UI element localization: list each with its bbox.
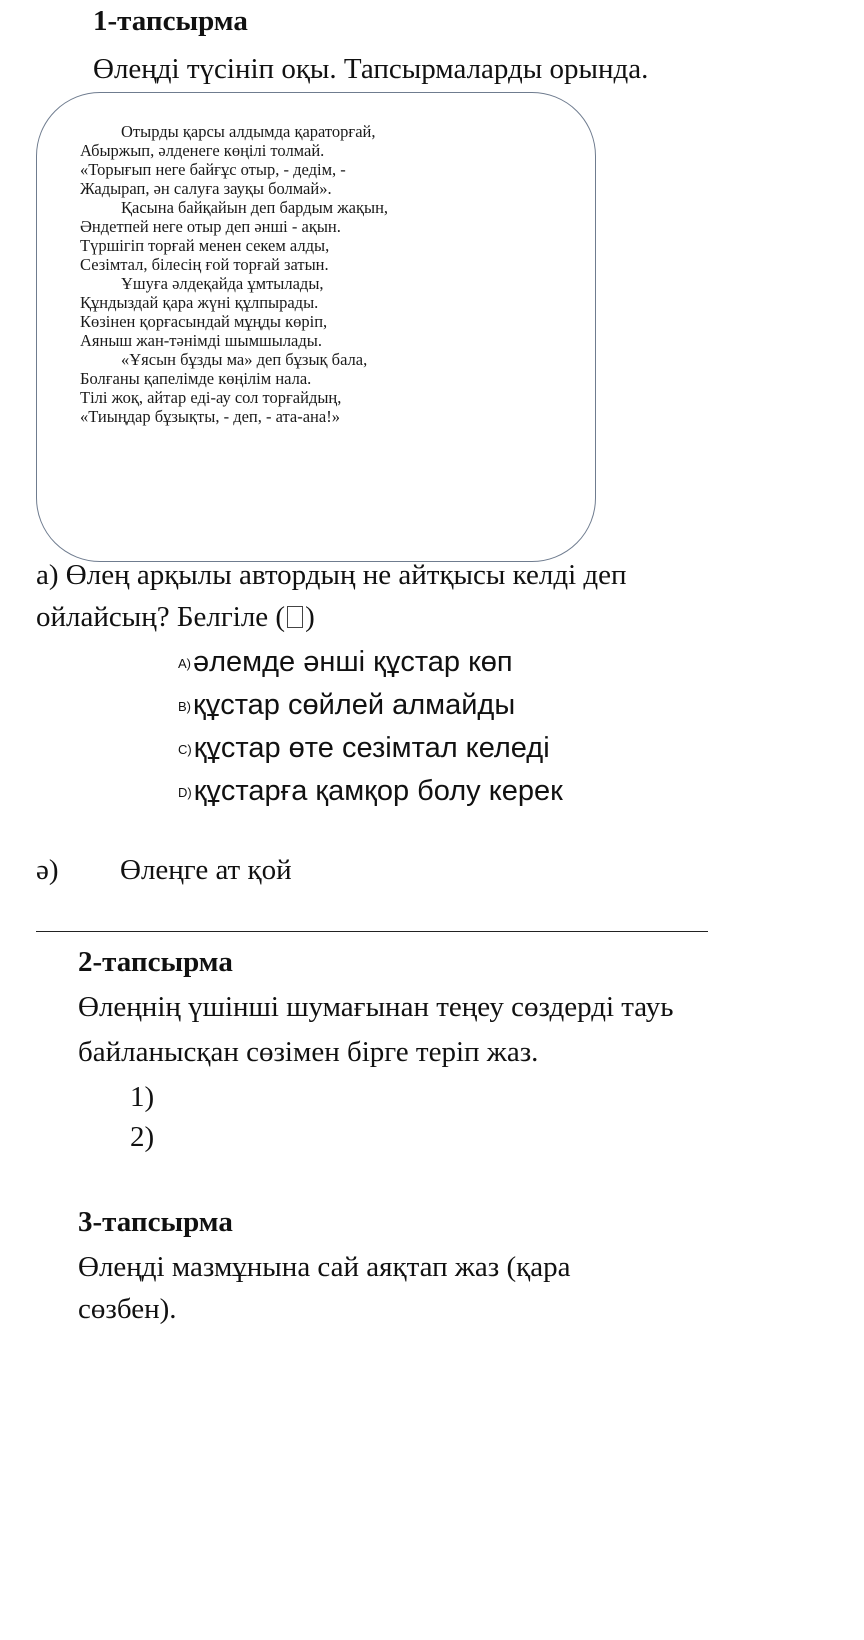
task2-line2: байланысқан сөзімен бірге теріп жаз. <box>78 1036 539 1068</box>
question-a-close-paren: ) <box>305 601 315 633</box>
poem-line: Аяныш жан-тәнімді шымшылады. <box>80 331 322 350</box>
poem-line: Жадырап, ән салуға зауқы болмай». <box>80 179 332 198</box>
option-b[interactable] <box>178 688 515 724</box>
option-text: құстар өте сезімтал келеді <box>193 732 550 764</box>
poem-text <box>80 122 388 426</box>
task3-line1: Өлеңді мазмұнына сай аяқтап жаз (қара <box>78 1251 571 1283</box>
poem-line: Көзінен қорғасындай мұңды көріп, <box>80 312 328 331</box>
task3-title: 3-тапсырма <box>78 1206 233 1238</box>
poem-line: Түршігіп торғай менен секем алды, <box>80 236 330 255</box>
question-a-line2 <box>36 600 315 634</box>
option-text: құстарға қамқор болу керек <box>193 775 563 807</box>
poem-line: Қасына байқайын деп бардым жақын, <box>121 198 389 217</box>
poem-line: Сезімтал, білесің ғой торғай затын. <box>80 255 329 274</box>
poem-line: Тілі жоқ, айтар еді-ау сол торғайдың, <box>80 388 342 407</box>
task2-item-2: 2) <box>130 1121 155 1153</box>
question-a-prompt: ойлайсың? Белгіле ( <box>36 601 286 633</box>
question-ae-label: ә) <box>36 854 59 886</box>
answer-line[interactable] <box>36 931 708 932</box>
checkbox-icon <box>287 606 303 628</box>
task1-instruction: Өлеңді түсініп оқы. Тапсырмаларды орында. <box>93 53 649 85</box>
option-letter: B) <box>178 699 191 714</box>
task1-title: 1-тапсырма <box>93 5 248 37</box>
poem-line: Болғаны қапелімде көңілім нала. <box>80 369 312 388</box>
poem-line: Абыржып, әлденеге көңілі толмай. <box>80 141 325 160</box>
poem-line: Құндыздай қара жүні құлпырады. <box>80 293 319 312</box>
option-text: әлемде әнші құстар көп <box>193 646 513 678</box>
option-d[interactable] <box>178 774 563 810</box>
option-letter: C) <box>178 742 192 757</box>
poem-line: Әндетпей неге отыр деп әнші - ақын. <box>80 217 341 236</box>
poem-line: «Торығып неге байғұс отыр, - дедім, - <box>80 160 346 179</box>
option-text: құстар сөйлей алмайды <box>193 689 516 721</box>
poem-line: «Тиыңдар бұзықты, - деп, - ата-ана!» <box>80 407 340 426</box>
option-letter: A) <box>178 656 191 671</box>
task2-title: 2-тапсырма <box>78 946 233 978</box>
poem-line: Отырды қарсы алдымда қараторғай, <box>121 122 376 141</box>
task3-line2: сөзбен). <box>78 1293 177 1325</box>
option-letter: D) <box>178 785 192 800</box>
option-a[interactable] <box>178 645 513 681</box>
question-a-line1: а) Өлең арқылы автордың не айтқысы келді деп <box>36 559 627 591</box>
question-ae-text: Өлеңге ат қой <box>120 854 292 886</box>
poem-line: «Ұясын бұзды ма» деп бұзық бала, <box>121 350 368 369</box>
task2-line1: Өлеңнің үшінші шумағынан теңеу сөздерді тауь <box>78 991 674 1023</box>
task2-item-1: 1) <box>130 1081 155 1113</box>
option-c[interactable] <box>178 731 550 767</box>
poem-line: Ұшуға әлдеқайда ұмтылады, <box>121 274 324 293</box>
